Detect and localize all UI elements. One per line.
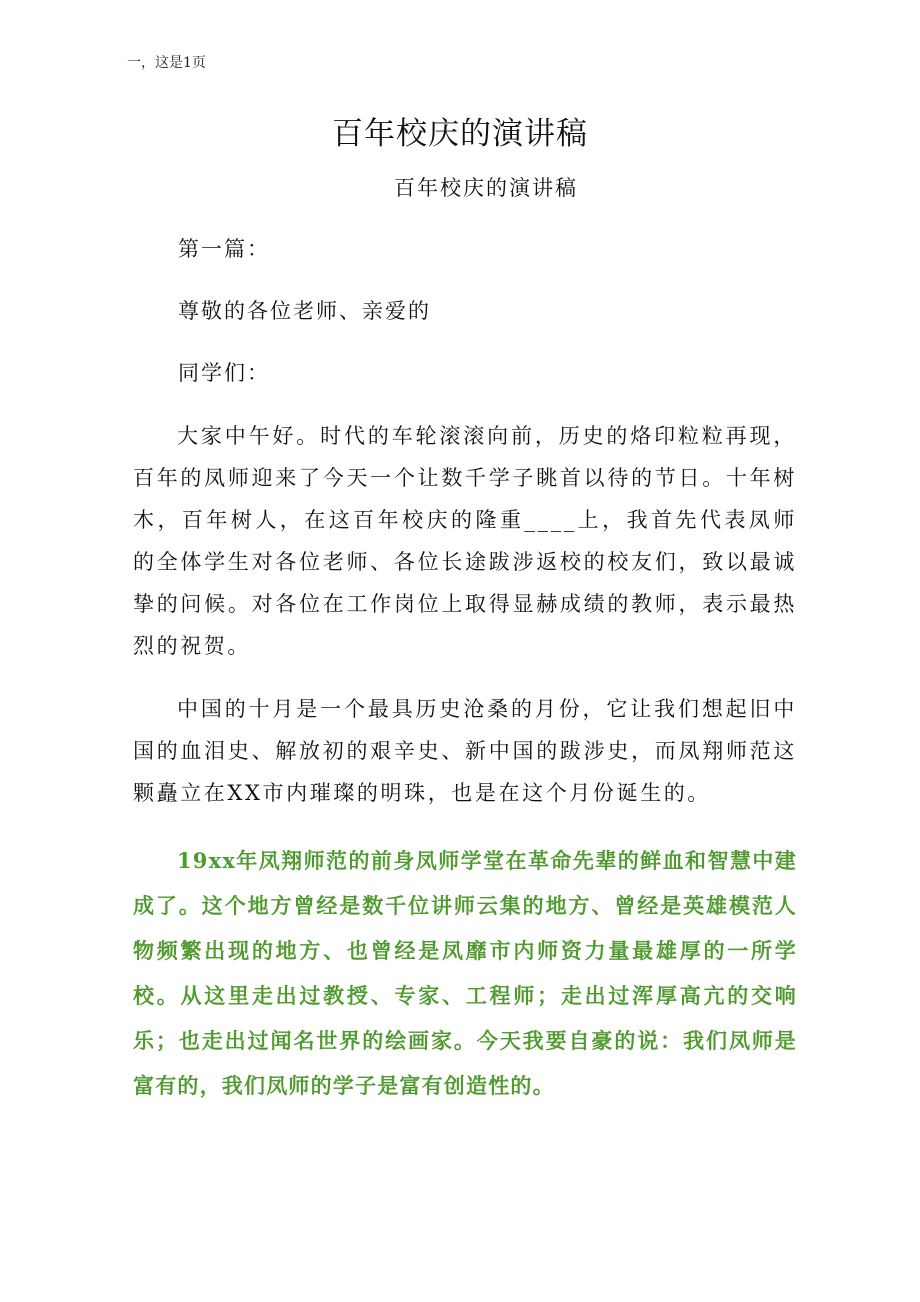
section-heading: 第一篇： (178, 237, 270, 261)
paragraph-2: 中国的十月是一个最具历史沧桑的月份，它让我们想起旧中国的血泪史、解放初的艰辛史、新中国的跋涉史，而凤翔师范这颗矗立在XX市内璀璨的明珠，也是在这个月份诞生的。 (133, 697, 797, 805)
page-number-label: 一，这是1页 (127, 55, 206, 71)
paragraph-3-highlighted: 19xx年凤翔师范的前身凤师学堂在革命先辈的鲜血和智慧中建成了。这个地方曾经是数千位讲师云集的地方、曾经是英雄模范人物频繁出现的地方、也曾经是凤靡市内师资力量最雄厚的一所学校。从这里走出过教授、专家、工程师；走出过浑厚高亢的交响乐；也走出过闻名世界的绘画家。今天我要自豪的说：我们凤师是富有的，我们凤师的学子是富有创造性的。 (133, 848, 797, 1098)
paragraph-1: 大家中午好。时代的车轮滚滚向前，历史的烙印粒粒再现，百年的凤师迎来了今天一个让数千学子眺首以待的节日。十年树木，百年树人，在这百年校庆的隆重____上，我首先代表凤师的全体学生对各位老师、各位长途跋涉返校的校友们，致以最诚挚的问候。对各位在工作岗位上取得显赫成绩的教师，表示最热烈的祝贺。 (133, 424, 797, 658)
salutation-line-1: 尊敬的各位老师、亲爱的 (178, 299, 431, 323)
document-title: 百年校庆的演讲稿 (332, 116, 588, 152)
document-subtitle: 百年校庆的演讲稿 (394, 176, 578, 200)
salutation-line-2: 同学们： (178, 361, 270, 385)
